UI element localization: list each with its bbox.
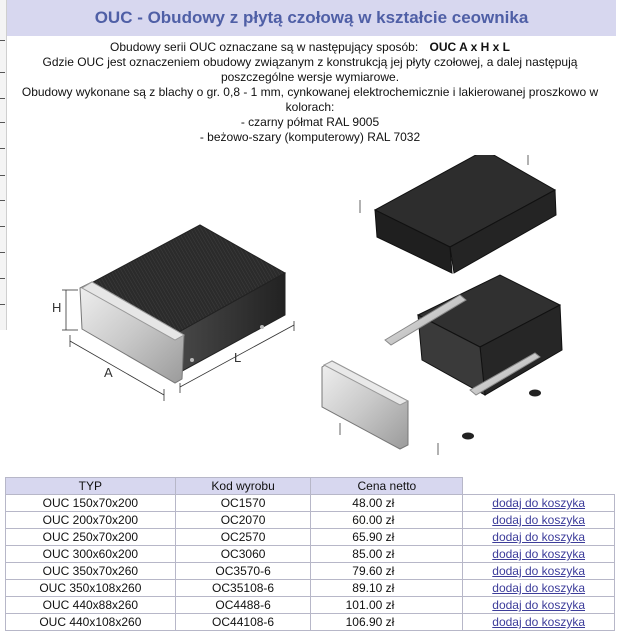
cell-kod: OC35108-6 — [175, 580, 311, 597]
cell-cena: 60.00 zł — [311, 512, 463, 529]
column-header-typ: TYP — [6, 478, 176, 495]
exploded-enclosure — [322, 155, 562, 455]
table-row — [6, 512, 615, 529]
color-option-black: - czarny półmat RAL 9005 — [240, 115, 380, 129]
cell-action — [463, 614, 615, 631]
cell-kod: OC1570 — [175, 495, 311, 512]
add-to-cart-link[interactable]: dodaj do koszyka — [492, 615, 586, 629]
dimension-label-h: H — [52, 300, 62, 315]
table-row — [6, 563, 615, 580]
cell-action — [463, 597, 615, 614]
table-row — [6, 495, 615, 512]
add-to-cart-link[interactable]: dodaj do koszyka — [492, 581, 586, 595]
add-to-cart-link[interactable]: dodaj do koszyka — [492, 564, 586, 578]
cell-kod: OC4488-6 — [175, 597, 311, 614]
description-line-3: Obudowy wykonane są z blachy o gr. 0,8 - 1 mm, cynkowanej elektrochemicznie i lakierowanej proszkowo w kolorach: — [21, 85, 599, 114]
cell-typ: OUC 250x70x200 — [6, 529, 176, 546]
table-row — [6, 614, 615, 631]
color-option-beige: - beżowo-szary (komputerowy) RAL 7032 — [199, 130, 421, 144]
cell-action — [463, 546, 615, 563]
add-to-cart-link[interactable]: dodaj do koszyka — [492, 513, 586, 527]
description-line-1 — [10, 40, 610, 55]
description — [10, 40, 610, 145]
cell-cena: 85.00 zł — [311, 546, 463, 563]
cell-typ: OUC 350x70x260 — [6, 563, 176, 580]
cell-cena: 48.00 zł — [311, 495, 463, 512]
cell-cena: 101.00 zł — [311, 597, 463, 614]
cell-typ: OUC 440x108x260 — [6, 614, 176, 631]
cell-typ: OUC 200x70x200 — [6, 512, 176, 529]
column-header-kod: Kod wyrobu — [175, 478, 311, 495]
cell-kod: OC2570 — [175, 529, 311, 546]
enclosure-illustration — [30, 155, 610, 475]
cell-action — [463, 512, 615, 529]
cell-typ: OUC 350x108x260 — [6, 580, 176, 597]
cell-typ: OUC 440x88x260 — [6, 597, 176, 614]
add-to-cart-link[interactable]: dodaj do koszyka — [492, 547, 586, 561]
cell-cena: 65.90 zł — [311, 529, 463, 546]
cell-kod: OC3060 — [175, 546, 311, 563]
table-row — [6, 529, 615, 546]
table-row — [6, 546, 615, 563]
cell-cena: 89.10 zł — [311, 580, 463, 597]
cell-typ: OUC 150x70x200 — [6, 495, 176, 512]
cell-kod: OC3570-6 — [175, 563, 311, 580]
cell-kod: OC44108-6 — [175, 614, 311, 631]
price-table — [5, 477, 615, 631]
table-row — [6, 597, 615, 614]
table-header-row — [6, 478, 615, 495]
assembled-enclosure — [80, 225, 285, 383]
dimension-label-a: A — [104, 365, 113, 380]
cell-action — [463, 495, 615, 512]
price-table-body — [6, 495, 615, 631]
cell-action — [463, 580, 615, 597]
column-header-cena: Cena netto — [311, 478, 463, 495]
cell-typ: OUC 300x60x200 — [6, 546, 176, 563]
page-title: OUC - Obudowy z płytą czołową w kształcie ceownika — [94, 8, 529, 27]
add-to-cart-link[interactable]: dodaj do koszyka — [492, 496, 586, 510]
naming-intro: Obudowy serii OUC oznaczane są w następujący sposób: — [110, 40, 419, 54]
left-edge-strip — [0, 0, 7, 330]
add-to-cart-link[interactable]: dodaj do koszyka — [492, 598, 586, 612]
cell-kod: OC2070 — [175, 512, 311, 529]
cell-action — [463, 529, 615, 546]
add-to-cart-link[interactable]: dodaj do koszyka — [492, 530, 586, 544]
title-bar — [7, 0, 616, 36]
description-line-2: Gdzie OUC jest oznaczeniem obudowy związanym z konstrukcją jej płyty czołowej, a dalej następują poszczególne wersje wymiarowe. — [42, 55, 578, 84]
cell-cena: 106.90 zł — [311, 614, 463, 631]
cell-cena: 79.60 zł — [311, 563, 463, 580]
dimension-label-l: L — [234, 350, 242, 365]
naming-code-pattern: OUC A x H x L — [429, 40, 510, 54]
table-row — [6, 580, 615, 597]
column-header-action — [463, 478, 615, 495]
cell-action — [463, 563, 615, 580]
